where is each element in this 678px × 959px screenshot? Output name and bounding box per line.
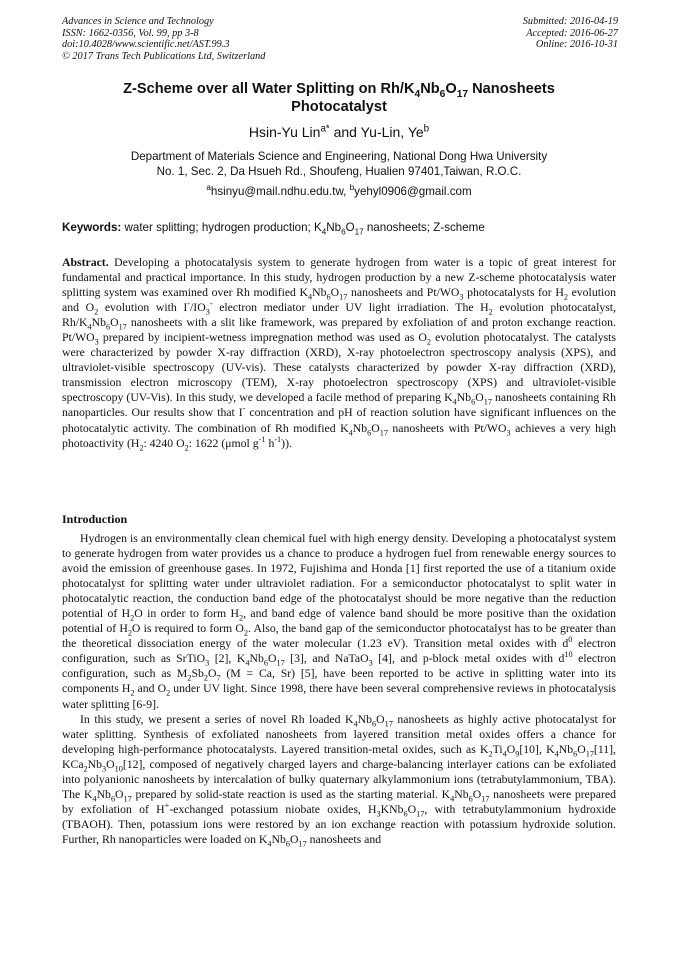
online-date: Online: 2016-10-31 bbox=[535, 39, 618, 51]
section-heading-introduction: Introduction bbox=[62, 512, 128, 526]
intro-paragraph-2: In this study, we present a series of novel Rh loaded $K_4Nb_6O_{17}$ nanosheets as highly active photocatalyst for water splitting. Synthesis of exfoliated nanosheets from layered transition metal oxides offers a chance for developing high-performance photocatalysts. Layered transition-metal oxides, such as $K_2Ti_4O_9[10]$, $K_4Nb_6O_{17}[11]$, $KCa_2Nb_3O_{10}[12]$, composed of negatively charged layers and charge-balancing interlayer cations can be exfoliated into polyanionic nanosheets by intercalation of bulky quaternary alkylammonium ions (tetrabutylammonium, TBA). The $K_4Nb_6O_{17}$ prepared by solid-state reaction is used as the starting material. $K_4Nb_6O_{17}$ nanosheets were prepared by exfoliation of H+-exchanged potassium niobate oxides, $H_3KNb_6O_{17}$, with tetrabutylammonium hydroxide (TBAOH). Then, potassium ions were restored by an ion exchange reaction with potassium hydroxide solution. Further, Rh nanoparticles were loaded on $K_4Nb_6O_{17}$ nanosheets and bbox=[62, 712, 616, 849]
authors: Hsin-Yu Lin$^{a*}$ and Yu-Lin, Ye$^b$ bbox=[248, 123, 430, 140]
issn: ISSN: 1662-0356, Vol. 99, pp 3-8 bbox=[62, 27, 199, 39]
journal-header bbox=[62, 16, 265, 62]
keywords-label: Keywords: bbox=[62, 221, 122, 234]
introduction-body bbox=[62, 531, 616, 847]
submitted-date: Submitted: 2016-04-19 bbox=[522, 16, 618, 27]
affiliation: Department of Materials Science and Engineering, National Dong Hwa University No. 1, Sec. 2, Da Hsueh Rd., Shoufeng, Hualien 97401,Taiwan, R.O.C. bbox=[130, 150, 548, 178]
author-emails: $^a$hsinyu@mail.ndhu.edu.tw, $^b$yehyl0906@gmail.com bbox=[206, 183, 472, 198]
abstract-label: Abstract. bbox=[62, 256, 109, 269]
abstract: Abstract. Developing a photocatalysis system to generate hydrogen from water is a topic of great interest for fundamental and practical importance. In this study, hydrogen production by a new Z-scheme photocatalysis water splitting system was examined over Rh modified $K_4Nb_6O_{17}$ nanosheets and $Pt/WO_3$ photocatalysts for $H_2$ evolution and $O_2$ evolution with $I^-/IO_3^-$ electron mediator under UV light irradiation. The $H_2$ evolution photocatalyst, $Rh/K_4Nb_6O_{17}$ nanosheets with a slit like framework, was prepared by exfoliation of and proton exchange reaction. $Pt/WO_3$ prepared by incipient-wetness impregnation method was used as $O_2$ evolution photocatalyst. The catalysts were characterized by powder X-ray diffraction (XRD), X-ray photoelectron spectroscopy analysis (XPS), and ultraviolet-visible spectroscopy (UV-vis). These catalysts characterized by powder X-ray diffraction (XRD), transmission electron microscopy (TEM), X-ray photoelectron spectroscopy (XPS) and ultraviolet-visible spectroscopy (UV-Vis). In this study, we developed a facile method of preparing $K_4Nb_6O_{17}$ nanosheets containing Rh nanoparticles. Our results show that I- concentration and pH of reaction solution have significant influences on the photocatalytic activity. The combination of Rh modified $K_4Nb_6O_{17}$ nanosheets with $Pt/WO_3$ achieves a very high photoactivity ($H_2$: 4240 $O_2$: 1622 (μmol $g^{-1}$ $h^{-1}$)). bbox=[62, 256, 617, 452]
doi: doi:10.4028/www.scientific.net/AST.99.3 bbox=[62, 39, 230, 51]
keywords: Keywords: water splitting; hydrogen production; $K_4Nb_6O_{17}$ nanosheets; Z-scheme bbox=[62, 221, 485, 237]
dates-header bbox=[523, 16, 618, 51]
journal-name: Advances in Science and Technology bbox=[62, 16, 214, 27]
paper-title: Z-Scheme over all Water Splitting on $Rh/K_4Nb_6O_{17}$ Nanosheets Photocatalyst bbox=[123, 81, 555, 115]
intro-paragraph-1: Hydrogen is an environmentally clean chemical fuel with high energy density. Developing a photocatalyst system to generate hydrogen from water provides us a chance to produce a hydrogen fuel from renewable energy sources to avoid the emission of greenhouse gases. In 1972, Fujishima and Honda [1] first reported the use of a titanium oxide photocatalyst for splitting water under ultraviolet radiation. For a semiconductor photocatalyst to split water in photocatalytic reaction, the conduction band edge of the photocatalyst should be more negative than the reduction potential of $H_2O$ in order to form $H_2$, and band edge of valence band should be more positive than the oxidation potential of $H_2O$ is required to form $O_2$. Also, the band gap of the semiconductor photocatalyst has to be greater than the theoretical dissociation energy of the water molecular (1.23 eV). Transition metal oxides with $d^0$ electron configuration, such as SrTiO$_3$ [2], $K_4Nb_6O_{17}$ [3], and NaTaO$_3$ [4], and p-block metal oxides with $d^{10}$ electron configuration, such as $M_2Sb_2O_7$ (M = Ca, Sr) [5], have been reported to be active in splitting water into its components $H_2$ and $O_2$ under UV light. Since 1998, there have been several comprehensive reviews in photocatalysis water splitting [6-9]. bbox=[62, 532, 617, 711]
copyright: © 2017 Trans Tech Publications Ltd, Switzerland bbox=[62, 50, 266, 62]
accepted-date: Accepted: 2016-06-27 bbox=[526, 27, 618, 39]
